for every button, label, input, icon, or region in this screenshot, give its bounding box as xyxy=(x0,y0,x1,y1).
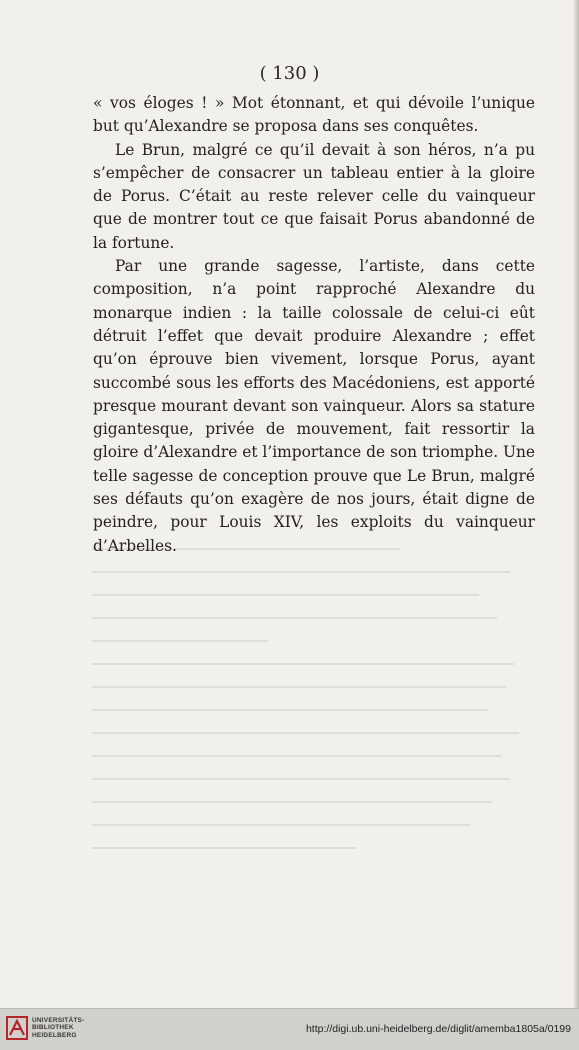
page-url-link[interactable]: http://digi.ub.uni-heidelberg.de/diglit/amemba1805a/0199 xyxy=(305,1023,571,1035)
page-number: ( 130 ) xyxy=(259,63,320,84)
library-logo xyxy=(6,1015,84,1041)
paragraph-2: Le Brun, malgré ce qu’il devait à son héros, n’a pu s’empêcher de consacrer un tableau entier à la gloire de Porus. C’était au reste relever celle du vainqueur que de montrer tout ce que faisait Porus abandonné de la fortune. xyxy=(93,140,535,252)
library-logo-icon xyxy=(6,1015,28,1041)
viewer-footer xyxy=(0,1008,579,1050)
page-text xyxy=(93,92,535,558)
bleed-through-text xyxy=(92,548,532,888)
library-logo-text: UNIVERSITÄTS- BIBLIOTHEK HEIDELBERG xyxy=(32,1016,85,1039)
paragraph-3: Par une grande sagesse, l’artiste, dans cette composition, n’a point rapproché Alexandre du monarque indien : la taille colossale de celui-ci eût détruit l’effet que devait produire Alexandre ; effet qu’on éprouve bien vivement, lorsque Porus, ayant succombé sous les efforts des Macédoniens, est apporté presque mourant devant son vainqueur. Alors sa stature gigantesque, privée de mouvement, fait ressortir la gloire d’Alexandre et l’importance de son triomphe. Une telle sagesse de conception prouve que Le Brun, malgré ses défauts qu’on exagère de nos jours, était digne de peindre, pour Louis XIV, les exploits du vainqueur d’Arbelles. xyxy=(93,257,535,555)
paragraph-1: « vos éloges ! » Mot étonnant, et qui dévoile l’unique but qu’Alexandre se proposa dans ses conquêtes. xyxy=(93,94,535,136)
